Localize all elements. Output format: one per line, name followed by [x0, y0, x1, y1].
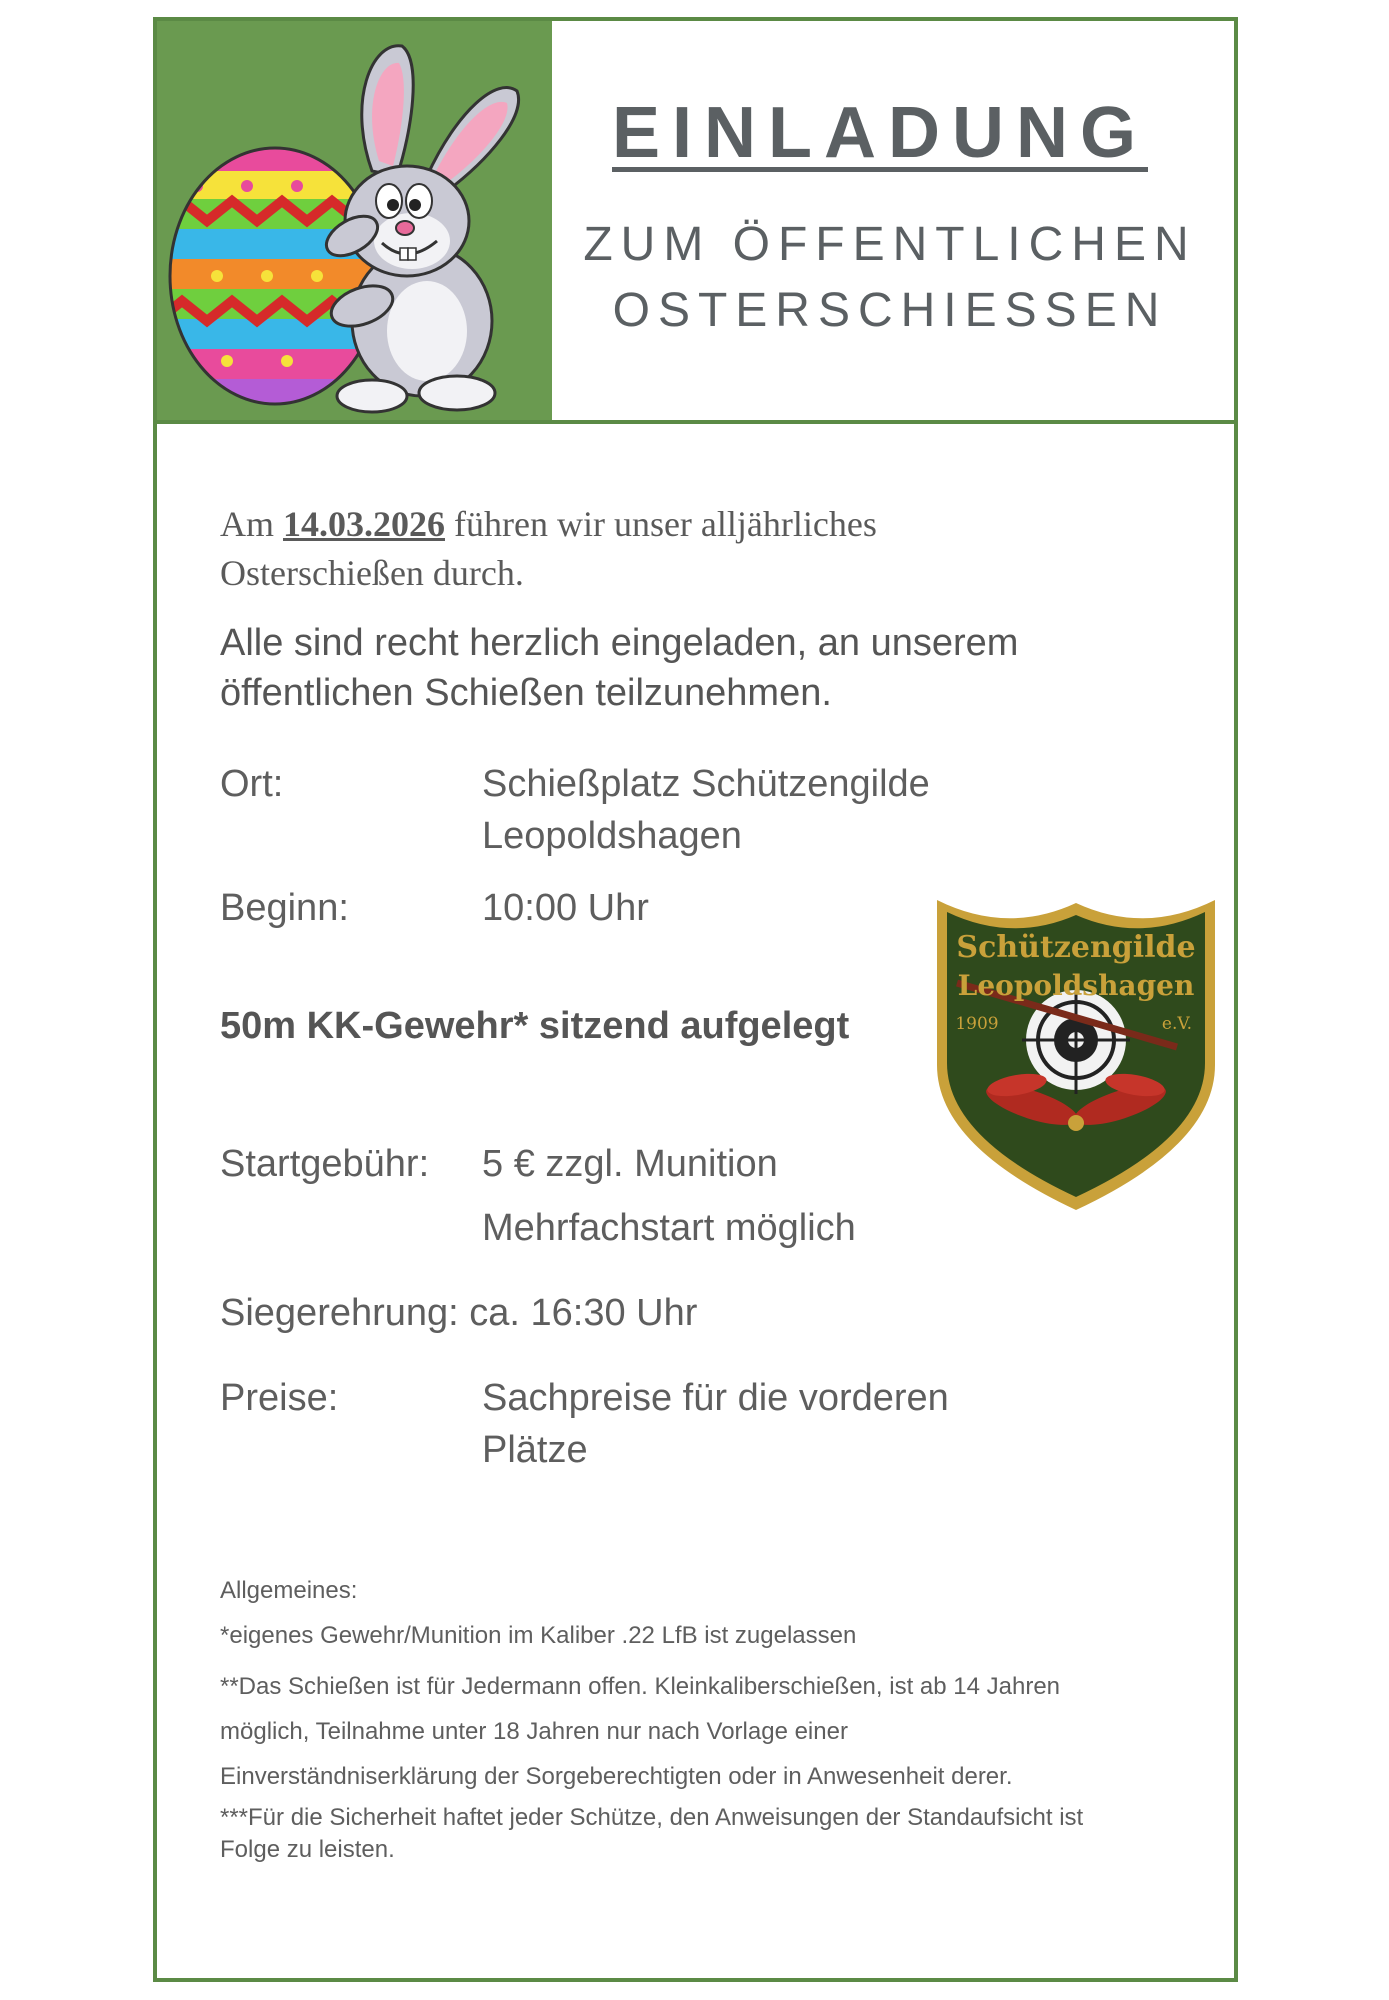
invite-paragraph — [220, 618, 1180, 718]
intro-line-2: Osterschießen durch. — [220, 553, 524, 593]
crest-icon — [917, 895, 1235, 1215]
note-3-line-1: ***Für die Sicherheit haftet jeder Schütze, den Anweisungen der Standaufsicht ist — [220, 1804, 1084, 1831]
event-date: 14.03.2026 — [283, 504, 445, 544]
startgebuehr-label: Startgebühr: — [220, 1143, 430, 1185]
beginn-label: Beginn: — [220, 887, 349, 929]
discipline-text: 50m KK-Gewehr* sitzend aufgelegt — [220, 1005, 850, 1047]
intro-paragraph — [220, 500, 1120, 598]
preise-value-line-1: Sachpreise für die vorderen — [482, 1377, 949, 1419]
crest-name-line-2: Leopoldshagen — [957, 969, 1195, 1002]
page-subtitle — [560, 212, 1220, 344]
note-3-line-2: Folge zu leisten. — [220, 1836, 395, 1863]
startgebuehr-value-line-1: 5 € zzgl. Munition — [482, 1143, 778, 1185]
note-2-line-3: Einverständniserklärung der Sorgeberechtigten oder in Anwesenheit derer. — [220, 1763, 1013, 1790]
preise-label: Preise: — [220, 1377, 339, 1419]
page-title: EINLADUNG — [612, 93, 1148, 173]
intro-prefix: Am — [220, 504, 283, 544]
club-crest-logo — [917, 895, 1235, 1220]
ort-value-line-2: Leopoldshagen — [482, 815, 742, 857]
easter-bunny-icon — [157, 21, 552, 420]
preise-value — [482, 1372, 1162, 1476]
subtitle-line-1: ZUM ÖFFENTLICHEN — [583, 218, 1197, 271]
crest-suffix: e.V. — [1161, 1014, 1193, 1034]
intro-suffix: führen wir unser alljährliches — [445, 504, 877, 544]
notes-heading: Allgemeines: — [220, 1577, 358, 1604]
ort-value — [482, 758, 1162, 862]
crest-name-line-1: Schützengilde — [956, 930, 1196, 965]
note-2 — [220, 1664, 1220, 1799]
invite-line-2: öffentlichen Schießen teilzunehmen. — [220, 672, 832, 714]
ort-value-line-1: Schießplatz Schützengilde — [482, 763, 930, 805]
note-1: *eigenes Gewehr/Munition im Kaliber .22 LfB ist zugelassen — [220, 1622, 857, 1649]
easter-bunny-illustration — [157, 21, 552, 420]
note-2-line-2: möglich, Teilnahme unter 18 Jahren nur nach Vorlage einer — [220, 1718, 848, 1745]
note-3 — [220, 1802, 1220, 1866]
header-separator — [153, 420, 1238, 424]
siegerehrung-text: Siegerehrung: ca. 16:30 Uhr — [220, 1292, 698, 1334]
beginn-value: 10:00 Uhr — [482, 887, 649, 929]
crest-year: 1909 — [955, 1014, 999, 1034]
note-2-line-1: **Das Schießen ist für Jedermann offen. Kleinkaliberschießen, ist ab 14 Jahren — [220, 1673, 1061, 1700]
startgebuehr-value-line-2: Mehrfachstart möglich — [482, 1207, 856, 1249]
invite-line-1: Alle sind recht herzlich eingeladen, an unserem — [220, 622, 1019, 664]
subtitle-line-2: OSTERSCHIESSEN — [612, 284, 1168, 337]
preise-value-line-2: Plätze — [482, 1429, 588, 1471]
ort-label: Ort: — [220, 763, 284, 805]
